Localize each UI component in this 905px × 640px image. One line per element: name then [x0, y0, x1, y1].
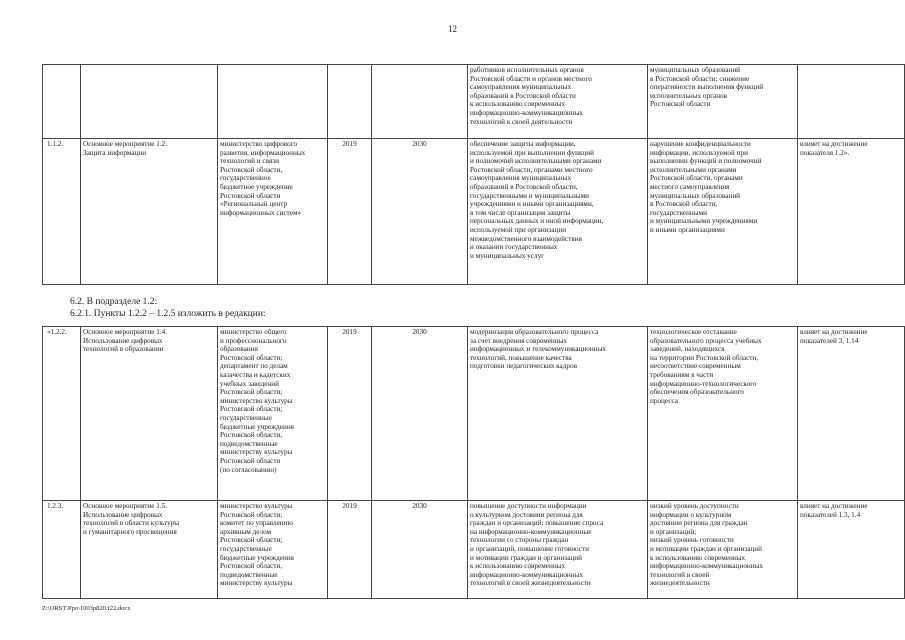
- expected-result-line: образований в Ростовской области,: [470, 182, 578, 191]
- non-implementation-consequences-line: к использованию современных: [650, 553, 746, 562]
- expected-result-line: на информационно-коммуникационные: [470, 527, 592, 536]
- expected-result-line: образований в Ростовской области: [470, 91, 576, 100]
- measure-name-cell: [81, 139, 218, 285]
- expected-result-line: технологий, повышение качества: [470, 353, 572, 362]
- non-implementation-consequences-line: технологическое отставание: [650, 328, 737, 336]
- expected-result-line: самоуправления муниципальных: [470, 83, 572, 92]
- executor-line: подведомственные: [220, 570, 278, 579]
- non-implementation-consequences-line: технологий в своей: [650, 570, 710, 579]
- executor-line: министерство культуры: [220, 502, 293, 510]
- end-year-cell: [372, 65, 468, 139]
- expected-result-line: информационно-коммуникационных: [470, 108, 584, 117]
- executor-line: образования: [220, 345, 258, 354]
- executor-line: комитет по управлению: [220, 519, 293, 528]
- expected-result-line: и организаций, повышение готовности: [470, 544, 589, 553]
- expected-result-line: подготовки педагогических кадров: [470, 362, 577, 371]
- row-number-cell: [43, 65, 81, 139]
- end-year-cell: 2030: [372, 501, 468, 599]
- page-number: 12: [448, 24, 457, 34]
- non-implementation-consequences-line: требованиям в части: [650, 370, 714, 379]
- non-implementation-consequences-line: нарушение конфиденциальности: [650, 140, 751, 148]
- executor-line: и профессионального: [220, 336, 287, 345]
- measure-name-cell: [81, 65, 218, 139]
- executor-line: Ростовской области: [220, 456, 281, 465]
- executor-cell: [218, 501, 328, 599]
- start-year-cell: [328, 65, 372, 139]
- non-implementation-consequences-line: низкий уровень доступности: [650, 502, 739, 510]
- non-implementation-consequences-line: оперативности выполнения функций: [650, 83, 764, 92]
- executor-line: бюджетные учреждения: [220, 422, 294, 431]
- measure-name-line: Основное мероприятие 1.5.: [83, 502, 168, 510]
- non-implementation-consequences-line: информационно-технологического: [650, 379, 757, 388]
- expected-result-line: информационно-коммуникационных: [470, 570, 584, 579]
- executor-line: департамент по делам: [220, 362, 288, 371]
- executor-line: Ростовской области;: [220, 510, 283, 519]
- indicator-link-line: показателя 1.2».: [800, 148, 850, 157]
- expected-result-line: самоуправления муниципальных: [470, 174, 572, 183]
- executor-line: министерство цифрового: [220, 140, 298, 148]
- executor-line: министерство общего: [220, 328, 287, 336]
- expected-result-line: Ростовской области, органами местного: [470, 165, 593, 174]
- indicator-link-line: показателей 1.3, 1.4: [800, 510, 861, 519]
- non-implementation-consequences-line: исполнительными органами: [650, 165, 737, 174]
- measure-name-line: Использование цифровых: [83, 336, 163, 345]
- expected-result-line: в том числе организация защиты: [470, 208, 571, 217]
- non-implementation-consequences-line: достоянии региона для граждан: [650, 519, 748, 528]
- footer-file-path: Z:\ORST\Ppo\1003p820.f22.docx: [42, 605, 131, 612]
- expected-result-line: информационных и телекоммуникационных: [470, 345, 607, 354]
- measure-name-cell: [81, 327, 218, 501]
- executor-line: бюджетное учреждение: [220, 182, 293, 191]
- expected-result-line: к использованию современных: [470, 562, 566, 571]
- executor-line: государственные: [220, 413, 272, 422]
- expected-result-line: технологий в своей деятельности: [470, 117, 573, 126]
- executor-line: Ростовской области: [220, 191, 281, 200]
- executor-line: технологий и связи: [220, 157, 279, 166]
- executor-cell: [218, 65, 328, 139]
- expected-result-line: модернизация образовательного процесса: [470, 328, 599, 336]
- indicator-link-line: влияет на достижение: [800, 140, 868, 148]
- non-implementation-consequences-cell: [648, 501, 798, 599]
- expected-result-line: и оказании государственных: [470, 243, 558, 252]
- executor-line: Ростовской области;: [220, 405, 283, 414]
- non-implementation-consequences-line: жизнедеятельности: [650, 579, 710, 588]
- expected-result-line: Ростовской области и органов местного: [470, 74, 592, 83]
- section-heading-1: 6.2. В подразделе 1.2:: [70, 297, 158, 307]
- expected-result-line: обеспечение защиты информации,: [470, 140, 576, 148]
- start-year-cell: 2019: [328, 501, 372, 599]
- non-implementation-consequences-cell: [648, 139, 798, 285]
- expected-result-line: межведомственного взаимодействия: [470, 234, 582, 243]
- expected-result-cell: [468, 139, 648, 285]
- measure-name-line: Использование цифровых: [83, 510, 163, 519]
- expected-result-line: используемой при выполнении функций: [470, 148, 594, 157]
- measure-name-line: и гуманитарного просвещения: [83, 527, 177, 536]
- executor-line: бюджетные учреждения: [220, 553, 294, 562]
- row-number-cell: 1.1.2.: [43, 139, 81, 285]
- executor-line: государственное: [220, 174, 271, 183]
- expected-result-line: повышение доступности информации: [470, 502, 587, 510]
- expected-result-line: и полномочий исполнительными органами: [470, 157, 602, 166]
- measure-name-line: Защита информации: [83, 148, 147, 157]
- start-year-cell: 2019: [328, 327, 372, 501]
- expected-result-line: и муниципальных услуг: [470, 251, 545, 260]
- non-implementation-consequences-line: процесса: [650, 396, 678, 405]
- indicator-link-cell: [798, 501, 905, 599]
- executor-line: информационных систем»: [220, 208, 302, 217]
- non-implementation-consequences-line: информации о культурном: [650, 510, 732, 519]
- executor-line: казачества и кадетских: [220, 370, 291, 379]
- non-implementation-consequences-line: и муниципальными учреждениями: [650, 217, 758, 226]
- indicator-link-line: показателей 3, 1.14: [800, 336, 859, 345]
- measures-table-bottom: [42, 326, 905, 599]
- measure-name-line: технологий в образовании: [83, 345, 164, 354]
- non-implementation-consequences-line: муниципальных образований: [650, 191, 741, 200]
- executor-cell: [218, 139, 328, 285]
- non-implementation-consequences-line: исполнительных органов: [650, 91, 728, 100]
- table-row: [43, 501, 905, 599]
- executor-line: министерству культуры: [220, 448, 293, 457]
- non-implementation-consequences-line: муниципальных образований: [650, 66, 741, 74]
- non-implementation-consequences-cell: [648, 327, 798, 501]
- executor-line: подведомственные: [220, 439, 278, 448]
- executor-line: Ростовской области;: [220, 536, 283, 545]
- expected-result-line: о культурном достоянии региона для: [470, 510, 583, 519]
- expected-result-line: технологий в своей жизнедеятельности: [470, 579, 591, 588]
- executor-line: государственные: [220, 544, 272, 553]
- measure-name-line: технологий в области культуры: [83, 519, 180, 528]
- indicator-link-cell: [798, 139, 905, 285]
- non-implementation-consequences-line: и мотивации граждан и организаций: [650, 544, 762, 553]
- executor-line: Ростовской области,: [220, 165, 283, 174]
- indicator-link-cell: [798, 65, 905, 139]
- section-heading-2: 6.2.1. Пункты 1.2.2 – 1.2.5 изложить в редакции:: [70, 309, 266, 319]
- executor-line: Ростовской области;: [220, 353, 283, 362]
- start-year-cell: 2019: [328, 139, 372, 285]
- non-implementation-consequences-cell: [648, 65, 798, 139]
- executor-cell: [218, 327, 328, 501]
- measure-name-line: Основное мероприятие 1.4.: [83, 328, 168, 336]
- executor-line: министерство культуры: [220, 396, 293, 405]
- non-implementation-consequences-line: в Ростовской области; снижение: [650, 74, 750, 83]
- expected-result-line: технологии со стороны граждан: [470, 536, 569, 545]
- non-implementation-consequences-line: Ростовской области, органами: [650, 174, 743, 183]
- executor-line: Ростовской области;: [220, 388, 283, 397]
- measures-table-top: [42, 64, 905, 285]
- non-implementation-consequences-line: информации, используемой при: [650, 148, 748, 157]
- non-implementation-consequences-line: несоответствие современным: [650, 362, 741, 371]
- non-implementation-consequences-line: и организаций;: [650, 527, 697, 536]
- measure-name-line: Основное мероприятие 1.2.: [83, 140, 168, 148]
- executor-line: развития, информационных: [220, 148, 306, 157]
- expected-result-cell: [468, 327, 648, 501]
- expected-result-line: персональных данных и иной информации,: [470, 217, 604, 226]
- executor-line: архивным делом: [220, 527, 272, 536]
- non-implementation-consequences-line: на территории Ростовской области,: [650, 353, 759, 362]
- non-implementation-consequences-line: обеспечения образовательного: [650, 388, 744, 397]
- end-year-cell: 2030: [372, 327, 468, 501]
- end-year-cell: 2030: [372, 139, 468, 285]
- non-implementation-consequences-line: в Ростовской области,: [650, 200, 718, 209]
- non-implementation-consequences-line: Ростовской области: [650, 100, 711, 109]
- non-implementation-consequences-line: низкий уровень готовности: [650, 536, 734, 545]
- expected-result-line: граждан и организаций; повышение спроса: [470, 519, 604, 528]
- measure-name-cell: [81, 501, 218, 599]
- row-number-cell: 1.2.3.: [43, 501, 81, 599]
- table-row: [43, 327, 905, 501]
- non-implementation-consequences-line: информационно-коммуникационных: [650, 562, 764, 571]
- table-row: [43, 65, 905, 139]
- expected-result-line: учреждениями и иными организациями,: [470, 200, 594, 209]
- expected-result-cell: [468, 65, 648, 139]
- expected-result-line: за счет внедрения современных: [470, 336, 568, 345]
- non-implementation-consequences-line: образовательного процесса учебных: [650, 336, 762, 345]
- indicator-link-line: влияет на достижение: [800, 502, 868, 510]
- expected-result-line: используемой при организации: [470, 225, 567, 234]
- expected-result-line: работников исполнительных органов: [470, 66, 584, 74]
- indicator-link-line: влияет на достижение: [800, 328, 868, 336]
- executor-line: (по согласованию): [220, 465, 277, 474]
- non-implementation-consequences-line: местного самоуправления: [650, 182, 730, 191]
- non-implementation-consequences-line: заведений, находящихся: [650, 345, 725, 354]
- expected-result-cell: [468, 501, 648, 599]
- table-row: [43, 139, 905, 285]
- indicator-link-cell: [798, 327, 905, 501]
- executor-line: Ростовской области,: [220, 562, 283, 571]
- executor-line: Ростовской области,: [220, 431, 283, 440]
- executor-line: учебных заведений: [220, 379, 279, 388]
- non-implementation-consequences-line: выполнении функций и полномочий: [650, 157, 762, 166]
- non-implementation-consequences-line: государственными: [650, 208, 708, 217]
- expected-result-line: государственными и муниципальными: [470, 191, 590, 200]
- expected-result-line: к использованию современных: [470, 100, 566, 109]
- non-implementation-consequences-line: и иными организациями: [650, 225, 725, 234]
- expected-result-line: и мотивации граждан и организаций: [470, 553, 582, 562]
- row-number-cell: «1.2.2.: [43, 327, 81, 501]
- executor-line: «Региональный центр: [220, 200, 288, 209]
- executor-line: министерству культуры: [220, 579, 293, 588]
